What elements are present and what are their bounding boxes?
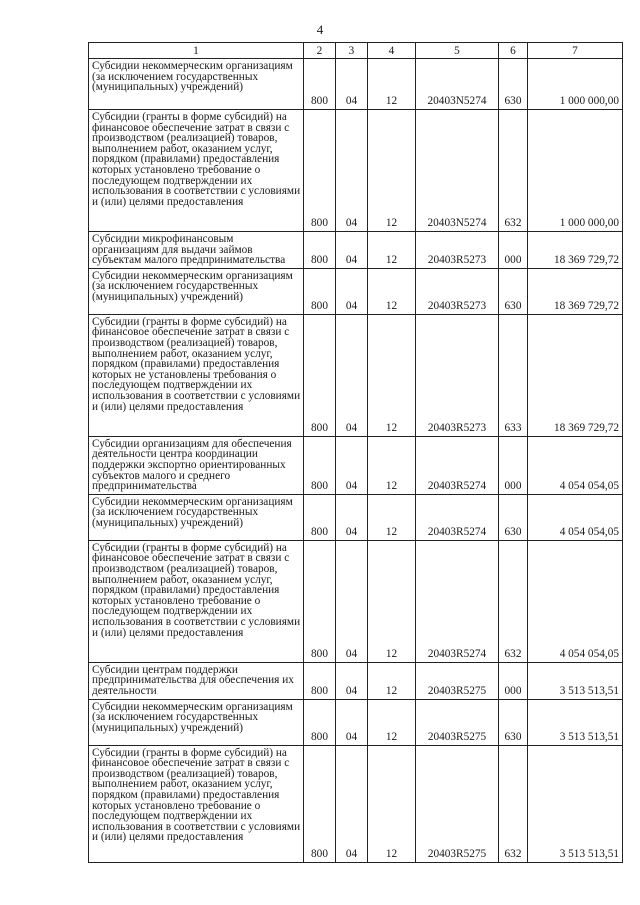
row-col3: 04 — [336, 314, 368, 436]
row-amount: 3 513 513,51 — [528, 699, 623, 745]
row-col4: 12 — [368, 268, 416, 314]
table-row — [89, 314, 623, 436]
header-cell: 2 — [304, 43, 336, 59]
header-cell: 5 — [416, 43, 499, 59]
table-row — [89, 232, 623, 269]
row-col4: 12 — [368, 540, 416, 662]
row-amount: 18 369 729,72 — [528, 268, 623, 314]
row-col2: 800 — [304, 314, 336, 436]
row-col4: 12 — [368, 436, 416, 494]
table-row — [89, 436, 623, 494]
row-amount: 3 513 513,51 — [528, 745, 623, 862]
row-col5: 20403R5274 — [416, 436, 499, 494]
row-col5: 20403R5273 — [416, 268, 499, 314]
row-description: Субсидии организациям для обеспечения деятельности центра координации поддержки экспортно ориентированных субъектов малого и среднего предпринимательства — [89, 436, 304, 494]
row-col5: 20403N5274 — [416, 59, 499, 110]
row-description: Субсидии некоммерческим организациям (за исключением государственных (муниципальных) учреждений) — [89, 268, 304, 314]
row-description: Субсидии некоммерческим организациям (за исключением государственных (муниципальных) учреждений) — [89, 494, 304, 540]
row-col4: 12 — [368, 232, 416, 269]
table-row — [89, 540, 623, 662]
row-col3: 04 — [336, 232, 368, 269]
row-description: Субсидии (гранты в форме субсидий) на финансовое обеспечение затрат в связи с производством (реализацией) товаров, выполнением работ, оказанием услуг, порядком (правилами) предоставления которых установлено требование о последующем подтверждении их использования в соответствии с условиями и (или) целями предоставления — [89, 745, 304, 862]
row-col6: 000 — [499, 436, 528, 494]
row-col2: 800 — [304, 268, 336, 314]
row-col6: 630 — [499, 268, 528, 314]
row-col5: 20403R5275 — [416, 745, 499, 862]
header-cell: 4 — [368, 43, 416, 59]
header-cell: 6 — [499, 43, 528, 59]
row-description: Субсидии некоммерческим организациям (за исключением государственных (муниципальных) учреждений) — [89, 59, 304, 110]
row-description: Субсидии центрам поддержки предпринимательства для обеспечения их деятельности — [89, 662, 304, 699]
row-amount: 4 054 054,05 — [528, 540, 623, 662]
row-col2: 800 — [304, 232, 336, 269]
row-col4: 12 — [368, 494, 416, 540]
row-description: Субсидии (гранты в форме субсидий) на финансовое обеспечение затрат в связи с производством (реализацией) товаров, выполнением работ, оказанием услуг, порядком (правилами) предоставления которых не установлены требования о последующем подтверждении их использования в соответствии с условиями и (или) целями предоставления — [89, 314, 304, 436]
table-row — [89, 59, 623, 110]
row-amount: 3 513 513,51 — [528, 662, 623, 699]
row-col4: 12 — [368, 662, 416, 699]
row-amount: 1 000 000,00 — [528, 59, 623, 110]
row-amount: 18 369 729,72 — [528, 314, 623, 436]
row-col2: 800 — [304, 745, 336, 862]
row-col5: 20403R5275 — [416, 699, 499, 745]
row-col6: 632 — [499, 110, 528, 232]
row-col3: 04 — [336, 662, 368, 699]
row-amount: 18 369 729,72 — [528, 232, 623, 269]
table-row — [89, 745, 623, 862]
row-col3: 04 — [336, 540, 368, 662]
row-col2: 800 — [304, 699, 336, 745]
row-col6: 633 — [499, 314, 528, 436]
row-col5: 20403R5273 — [416, 232, 499, 269]
row-col5: 20403R5274 — [416, 494, 499, 540]
row-col3: 04 — [336, 699, 368, 745]
row-col4: 12 — [368, 314, 416, 436]
header-row — [89, 43, 623, 59]
header-cell: 3 — [336, 43, 368, 59]
row-col2: 800 — [304, 110, 336, 232]
row-col6: 632 — [499, 540, 528, 662]
row-col3: 04 — [336, 745, 368, 862]
row-col3: 04 — [336, 59, 368, 110]
row-col4: 12 — [368, 745, 416, 862]
row-amount: 4 054 054,05 — [528, 436, 623, 494]
row-col6: 630 — [499, 59, 528, 110]
row-col6: 630 — [499, 699, 528, 745]
table-row — [89, 110, 623, 232]
page-number: 4 — [316, 22, 324, 37]
row-description: Субсидии (гранты в форме субсидий) на финансовое обеспечение затрат в связи с производством (реализацией) товаров, выполнением работ, оказанием услуг, порядком (правилами) предоставления которых установлено требование о последующем подтверждении их использования в соответствии с условиями и (или) целями предоставления — [89, 110, 304, 232]
row-col5: 20403R5275 — [416, 662, 499, 699]
row-col2: 800 — [304, 59, 336, 110]
table-row — [89, 494, 623, 540]
row-col2: 800 — [304, 662, 336, 699]
row-col2: 800 — [304, 540, 336, 662]
row-col3: 04 — [336, 268, 368, 314]
row-col5: 20403R5273 — [416, 314, 499, 436]
budget-table — [88, 42, 623, 863]
row-col2: 800 — [304, 494, 336, 540]
row-col5: 20403R5274 — [416, 540, 499, 662]
row-col4: 12 — [368, 59, 416, 110]
row-description: Субсидии микрофинансовым организациям для выдачи займов субъектам малого предпринимательства — [89, 232, 304, 269]
row-col2: 800 — [304, 436, 336, 494]
row-description: Субсидии (гранты в форме субсидий) на финансовое обеспечение затрат в связи с производством (реализацией) товаров, выполнением работ, оказанием услуг, порядком (правилами) предоставления которых установлено требование о последующем подтверждении их использования в соответствии с условиями и (или) целями предоставления — [89, 540, 304, 662]
header-cell: 1 — [89, 43, 304, 59]
row-amount: 4 054 054,05 — [528, 494, 623, 540]
row-amount: 1 000 000,00 — [528, 110, 623, 232]
row-col6: 630 — [499, 494, 528, 540]
row-col5: 20403N5274 — [416, 110, 499, 232]
header-cell: 7 — [528, 43, 623, 59]
row-col3: 04 — [336, 436, 368, 494]
row-col6: 000 — [499, 662, 528, 699]
row-col4: 12 — [368, 110, 416, 232]
row-col6: 000 — [499, 232, 528, 269]
row-col3: 04 — [336, 494, 368, 540]
table-row — [89, 662, 623, 699]
row-col6: 632 — [499, 745, 528, 862]
row-col3: 04 — [336, 110, 368, 232]
table-row — [89, 699, 623, 745]
table-row — [89, 268, 623, 314]
row-description: Субсидии некоммерческим организациям (за исключением государственных (муниципальных) учреждений) — [89, 699, 304, 745]
row-col4: 12 — [368, 699, 416, 745]
